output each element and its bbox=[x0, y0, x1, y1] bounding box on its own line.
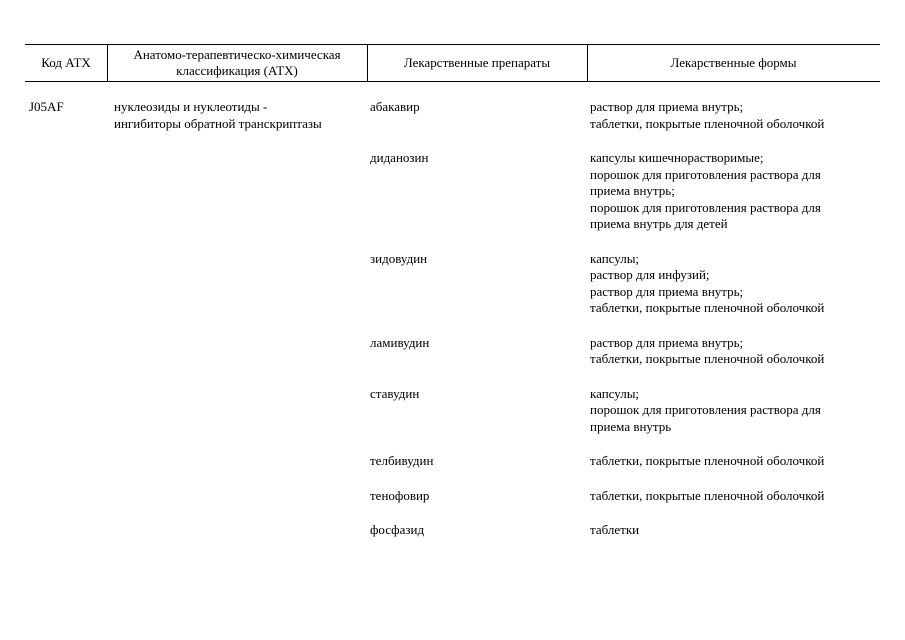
dosage-form-line: порошок для приготовления раствора для bbox=[590, 402, 821, 417]
dosage-form-line: порошок для приготовления раствора для bbox=[590, 199, 821, 215]
dosage-form-line: таблетки, покрытые пленочной оболочкой bbox=[590, 300, 825, 315]
dosage-forms-cell bbox=[590, 251, 880, 317]
drug-list bbox=[370, 99, 880, 557]
table-row bbox=[370, 251, 880, 317]
dosage-form-line: приема внутрь для детей bbox=[590, 216, 728, 231]
atc-code-cell: J05AF bbox=[29, 99, 64, 114]
header-atc-code bbox=[25, 45, 107, 81]
header-atc-classification bbox=[107, 45, 367, 81]
dosage-forms-cell bbox=[590, 522, 880, 539]
dosage-form-line: таблетки, покрытые пленочной оболочкой bbox=[590, 115, 825, 131]
header-divider bbox=[107, 45, 108, 81]
table-header bbox=[25, 44, 880, 82]
dosage-form-line: капсулы; bbox=[590, 385, 640, 401]
table-row bbox=[370, 386, 880, 436]
header-atc-classification-line2: классификация (АТХ) bbox=[176, 63, 298, 78]
header-dosage-forms-label: Лекарственные формы bbox=[670, 54, 797, 70]
dosage-form-line: раствор для приема внутрь; bbox=[590, 283, 744, 299]
header-dosage-forms bbox=[587, 45, 880, 81]
drug-name-cell: фосфазид bbox=[370, 522, 425, 537]
header-divider bbox=[587, 45, 588, 81]
drug-name-cell: ламивудин bbox=[370, 334, 430, 350]
table-row bbox=[370, 150, 880, 233]
dosage-forms-cell bbox=[590, 99, 880, 132]
header-divider bbox=[367, 45, 368, 81]
atc-table bbox=[25, 44, 880, 537]
table-row bbox=[370, 453, 880, 470]
dosage-form-line: раствор для приема внутрь; bbox=[590, 334, 744, 350]
drug-name-cell: ставудин bbox=[370, 385, 420, 401]
dosage-form-line: капсулы кишечнорастворимые; bbox=[590, 150, 764, 165]
dosage-form-line: раствор для инфузий; bbox=[590, 267, 710, 282]
table-row bbox=[370, 99, 880, 132]
table-row bbox=[370, 335, 880, 368]
drug-name-cell: телбивудин bbox=[370, 453, 434, 468]
dosage-forms-cell bbox=[590, 453, 880, 470]
dosage-forms-cell bbox=[590, 335, 880, 368]
table-row bbox=[370, 522, 880, 539]
drug-name-cell: тенофовир bbox=[370, 487, 430, 503]
header-drugs bbox=[367, 45, 587, 81]
dosage-form-line: таблетки bbox=[590, 522, 640, 537]
drug-name-cell: абакавир bbox=[370, 99, 420, 114]
dosage-form-line: порошок для приготовления раствора для bbox=[590, 166, 821, 182]
dosage-forms-cell bbox=[590, 386, 880, 436]
table-row bbox=[370, 488, 880, 505]
dosage-forms-cell bbox=[590, 150, 880, 233]
dosage-form-line: раствор для приема внутрь; bbox=[590, 99, 744, 114]
drug-name-cell: диданозин bbox=[370, 150, 429, 165]
dosage-form-line: таблетки, покрытые пленочной оболочкой bbox=[590, 453, 825, 468]
dosage-forms-cell bbox=[590, 488, 880, 505]
atc-classification-line1: нуклеозиды и нуклеотиды - bbox=[114, 99, 268, 114]
dosage-form-line: капсулы; bbox=[590, 250, 640, 266]
header-atc-code-label: Код АТХ bbox=[41, 54, 91, 70]
drug-name-cell: зидовудин bbox=[370, 250, 428, 266]
header-drugs-label: Лекарственные препараты bbox=[403, 54, 551, 70]
atc-classification-cell bbox=[114, 99, 364, 132]
header-atc-classification-line1: Анатомо-терапевтическо-химическая bbox=[133, 46, 341, 62]
dosage-form-line: приема внутрь; bbox=[590, 183, 675, 198]
dosage-form-line: таблетки, покрытые пленочной оболочкой bbox=[590, 351, 825, 366]
atc-classification-line2: ингибиторы обратной транскриптазы bbox=[114, 115, 322, 131]
dosage-form-line: таблетки, покрытые пленочной оболочкой bbox=[590, 487, 825, 503]
dosage-form-line: приема внутрь bbox=[590, 418, 672, 434]
